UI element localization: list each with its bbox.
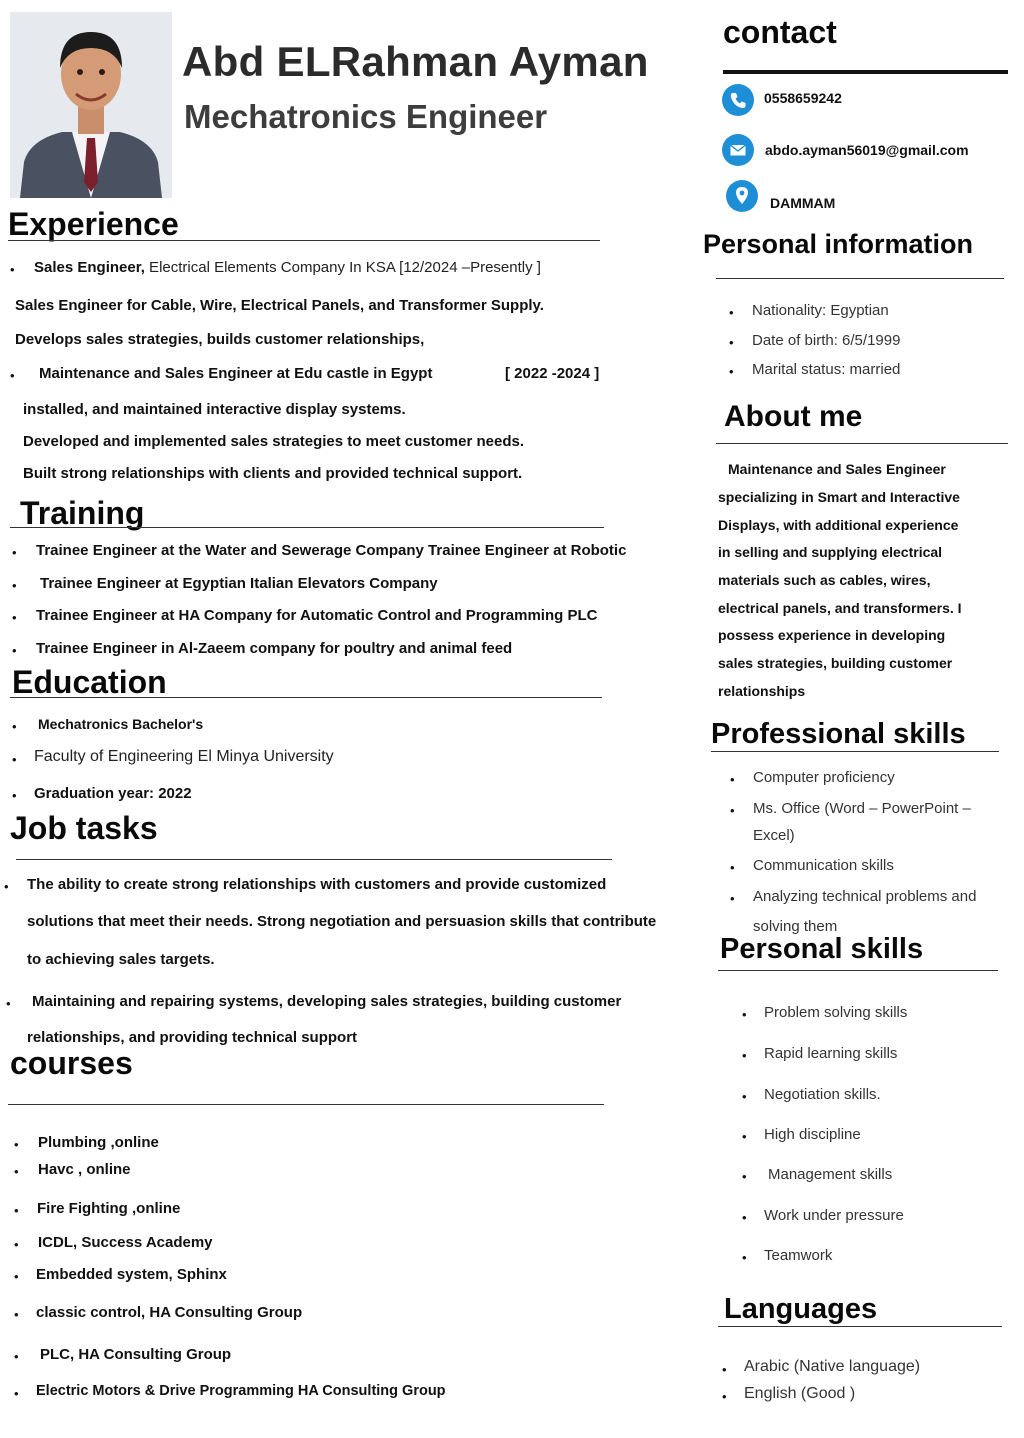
job-company-1: Electrical Elements Company In KSA [12/2024 –Presently ]	[144, 259, 541, 276]
personal-skill-item: Work under pressure	[764, 1207, 904, 1224]
bullet: •	[722, 1389, 727, 1404]
job-1-desc-1: Sales Engineer for Cable, Wire, Electrical Panels, and Transformer Supply.	[15, 297, 544, 314]
job-task-line: The ability to create strong relationships with customers and provide customized	[27, 876, 607, 893]
training-item: Trainee Engineer at the Water and Sewerage Company Trainee Engineer at Robotic	[36, 542, 627, 559]
bullet: •	[730, 803, 735, 818]
bullet: •	[729, 335, 734, 350]
training-divider	[10, 527, 604, 528]
bullet: •	[10, 368, 15, 383]
personal-skills-heading: Personal skills	[720, 933, 924, 965]
bullet: •	[742, 1048, 747, 1063]
contact-phone[interactable]: 0558659242	[764, 90, 842, 106]
full-name: Abd ELRahman Ayman	[182, 38, 649, 85]
bullet: •	[742, 1129, 747, 1144]
professional-skill-item: Computer proficiency	[753, 769, 895, 786]
contact-divider	[723, 70, 1008, 74]
about-line: relationships	[718, 683, 806, 699]
job-task-line: solutions that meet their needs. Strong negotiation and persuasion skills that contribute	[27, 913, 657, 930]
job-1-desc-2: Develops sales strategies, builds customer relationships,	[15, 331, 425, 348]
phone-icon	[722, 84, 754, 116]
about-line: possess experience in developing	[718, 627, 946, 643]
education-item: Graduation year: 2022	[34, 785, 192, 802]
job-tasks-heading: Job tasks	[10, 810, 158, 846]
contact-email[interactable]: abdo.ayman56019@gmail.com	[765, 142, 969, 158]
profile-photo	[10, 12, 172, 198]
bullet: •	[12, 719, 17, 734]
person-portrait-image	[10, 12, 172, 198]
languages-heading: Languages	[724, 1293, 878, 1325]
contact-heading: contact	[723, 14, 837, 50]
course-item: ICDL, Success Academy	[38, 1234, 213, 1251]
location-pin-icon	[726, 180, 758, 212]
bullet: •	[12, 788, 17, 803]
bullet: •	[12, 610, 17, 625]
training-item: Trainee Engineer at HA Company for Automatic Control and Programming PLC	[36, 607, 598, 624]
training-item: Trainee Engineer at Egyptian Italian Elevators Company	[40, 575, 438, 592]
course-item: Electric Motors & Drive Programming HA Consulting Group	[36, 1383, 446, 1399]
bullet: •	[14, 1307, 19, 1322]
bullet: •	[14, 1237, 19, 1252]
personal-information-divider	[716, 278, 1004, 279]
bullet: •	[12, 643, 17, 658]
personal-skill-item: Negotiation skills.	[764, 1086, 881, 1103]
personal-info-item: Date of birth: 6/5/1999	[752, 332, 901, 349]
education-item: Faculty of Engineering El Minya University	[34, 748, 334, 765]
about-line: Maintenance and Sales Engineer	[728, 461, 946, 477]
mail-icon	[722, 134, 754, 166]
personal-skill-item: Teamwork	[764, 1247, 833, 1264]
job-task-line: relationships, and providing technical support	[27, 1029, 358, 1046]
bullet: •	[730, 891, 735, 906]
personal-skill-item: Management skills	[768, 1166, 893, 1183]
course-item: Embedded system, Sphinx	[36, 1266, 227, 1283]
job-task-line: Maintaining and repairing systems, developing sales strategies, building customer	[32, 993, 622, 1010]
professional-skills-heading: Professional skills	[711, 718, 966, 750]
bullet: •	[742, 1210, 747, 1225]
professional-skill-item: Analyzing technical problems and	[753, 888, 977, 905]
training-item: Trainee Engineer in Al-Zaeem company for poultry and animal feed	[36, 640, 513, 657]
about-line: specializing in Smart and Interactive	[718, 489, 960, 505]
bullet: •	[742, 1007, 747, 1022]
about-line: sales strategies, building customer	[718, 655, 953, 671]
job-title: Mechatronics Engineer	[184, 98, 548, 135]
personal-information-heading: Personal information	[703, 229, 974, 259]
about-divider	[716, 443, 1008, 444]
job-2-desc-3: Built strong relationships with clients and provided technical support.	[23, 465, 523, 482]
bullet: •	[6, 996, 11, 1011]
bullet: •	[14, 1203, 19, 1218]
personal-skills-divider	[718, 970, 998, 971]
language-item: Arabic (Native language)	[744, 1358, 921, 1375]
experience-divider	[8, 240, 600, 241]
job-2-desc-2: Developed and implemented sales strategies to meet customer needs.	[23, 433, 525, 450]
job-task-line: to achieving sales targets.	[27, 951, 215, 968]
about-line: electrical panels, and transformers. I	[718, 600, 962, 616]
course-item: PLC, HA Consulting Group	[40, 1346, 232, 1363]
bullet: •	[722, 1362, 727, 1377]
course-item: Havc , online	[38, 1161, 131, 1178]
bullet: •	[14, 1269, 19, 1284]
bullet: •	[742, 1089, 747, 1104]
bullet: •	[14, 1349, 19, 1364]
personal-info-item: Nationality: Egyptian	[752, 302, 889, 319]
personal-skill-item: Problem solving skills	[764, 1004, 908, 1021]
job-tasks-divider	[16, 859, 612, 860]
education-divider	[10, 697, 602, 698]
courses-divider	[8, 1104, 604, 1105]
professional-skill-item: solving them	[753, 918, 838, 935]
experience-item-1	[34, 259, 541, 277]
language-item: English (Good )	[744, 1385, 856, 1402]
bullet: •	[742, 1169, 747, 1184]
personal-skill-item: Rapid learning skills	[764, 1045, 898, 1062]
job-title-1: Sales Engineer,	[34, 259, 145, 276]
education-heading: Education	[12, 664, 167, 700]
job-dates-2: [ 2022 -2024 ]	[505, 365, 600, 382]
bullet: •	[730, 772, 735, 787]
job-title-2: Maintenance and Sales Engineer at Edu castle in Egypt	[39, 365, 433, 382]
course-item: Fire Fighting ,online	[37, 1200, 181, 1217]
bullet: •	[742, 1250, 747, 1265]
course-item: classic control, HA Consulting Group	[36, 1304, 303, 1321]
bullet: •	[729, 364, 734, 379]
professional-skill-item: Ms. Office (Word – PowerPoint –	[753, 800, 971, 817]
bullet: •	[729, 305, 734, 320]
course-item: Plumbing ,online	[38, 1134, 159, 1151]
about-line: materials such as cables, wires,	[718, 572, 931, 588]
bullet: •	[14, 1386, 19, 1401]
professional-skills-divider	[711, 751, 999, 752]
bullet: •	[12, 752, 17, 767]
job-2-desc-1: installed, and maintained interactive display systems.	[23, 401, 406, 418]
personal-skill-item: High discipline	[764, 1126, 861, 1143]
courses-heading: courses	[10, 1045, 133, 1081]
bullet: •	[14, 1137, 19, 1152]
training-heading: Training	[20, 495, 145, 531]
bullet: •	[12, 578, 17, 593]
about-line: in selling and supplying electrical	[718, 544, 943, 560]
bullet: •	[14, 1164, 19, 1179]
bullet: •	[10, 262, 15, 277]
about-heading: About me	[724, 400, 863, 433]
experience-heading: Experience	[8, 206, 179, 242]
personal-info-item: Marital status: married	[752, 361, 901, 378]
about-line: Displays, with additional experience	[718, 517, 959, 533]
education-item: Mechatronics Bachelor's	[38, 716, 204, 732]
bullet: •	[12, 545, 17, 560]
professional-skill-item: Communication skills	[753, 857, 894, 874]
contact-location: DAMMAM	[770, 195, 836, 211]
bullet: •	[730, 860, 735, 875]
professional-skill-item: Excel)	[753, 827, 795, 844]
bullet: •	[4, 879, 9, 894]
languages-divider	[718, 1326, 1002, 1327]
